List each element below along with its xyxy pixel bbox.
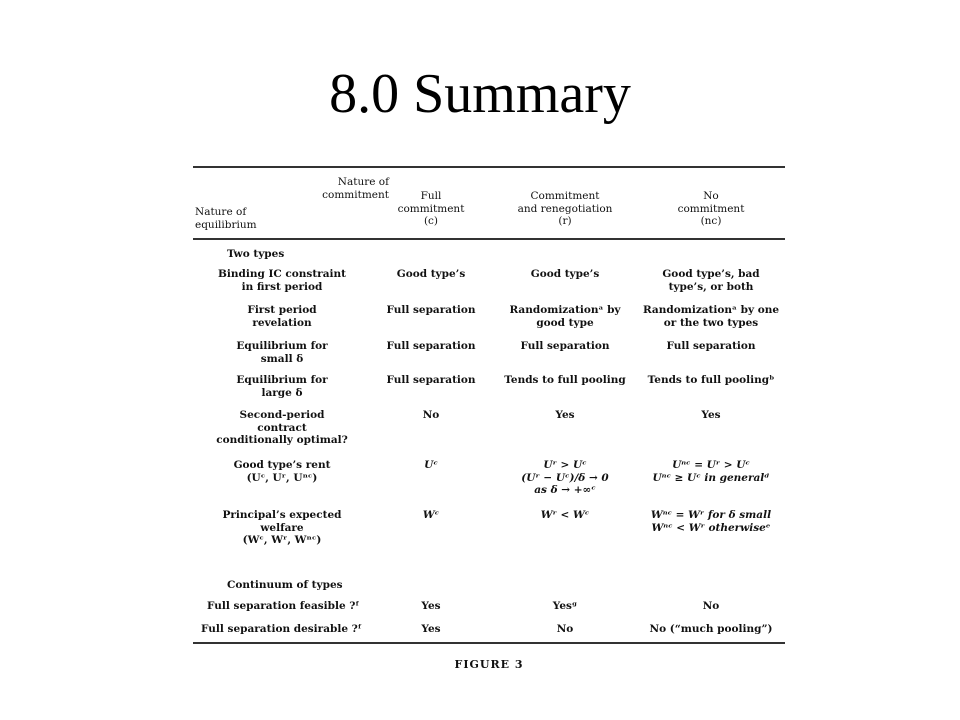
cell-r: Randomizationᵃ by good type — [509, 304, 621, 329]
cell-r: Tends to full pooling — [504, 374, 626, 386]
cell-nc: Good type’s, bad type’s, or both — [662, 268, 760, 293]
row-label: Equilibrium for large δ — [236, 374, 328, 399]
cell-nc: Randomizationᵃ by one or the two types — [642, 304, 780, 329]
cell-c: Yes — [421, 600, 441, 612]
cell-nc: Uⁿᶜ = Uʳ > Uᶜ Uⁿᶜ ≥ Uᶜ in generalᵈ — [652, 459, 770, 484]
col-header-no-commitment: No commitment (nc) — [677, 190, 745, 227]
cell-nc: Wⁿᶜ = Wʳ for δ small Wⁿᶜ < Wʳ otherwiseᵉ — [650, 509, 772, 534]
row-label: Binding IC constraint in first period — [218, 268, 346, 293]
row-label: Full separation desirable ?ᶠ — [201, 623, 362, 635]
row-label: Second-period contract conditionally optimal? — [216, 409, 348, 446]
col-header-full-commitment: Full commitment (c) — [397, 190, 465, 227]
corner-equilibrium-label: Nature of equilibrium — [195, 206, 257, 231]
top-rule — [193, 166, 785, 168]
cell-nc: Yes — [701, 409, 721, 421]
cell-r: No — [556, 623, 574, 635]
cell-r: Wʳ < Wᶜ — [540, 509, 590, 521]
cell-c: Full separation — [386, 304, 476, 316]
row-label: Principal’s expected welfare (Wᶜ, Wʳ, Wⁿᶜ) — [222, 509, 342, 546]
cell-r: Uʳ > Uᶜ (Uʳ − Uᶜ)/δ → 0 as δ → +∞ᶜ — [521, 459, 609, 496]
summary-figure — [193, 160, 785, 680]
cell-r: Yes — [555, 409, 575, 421]
cell-c: Yes — [421, 623, 441, 635]
cell-nc: No — [702, 600, 720, 612]
cell-r: Full separation — [520, 340, 610, 352]
row-label: Equilibrium for small δ — [236, 340, 328, 365]
row-label: Full separation feasible ?ᶠ — [207, 600, 360, 612]
cell-r: Yesᵍ — [552, 600, 578, 612]
cell-c: Wᶜ — [422, 509, 440, 521]
slide-title: 8.0 Summary — [329, 63, 631, 125]
cell-c: Full separation — [386, 340, 476, 352]
section-two-types: Two types — [227, 248, 285, 260]
header-rule — [193, 238, 785, 240]
cell-c: Good type’s — [396, 268, 466, 280]
corner-commitment-label: Nature of commitment — [322, 176, 389, 201]
cell-c: Uᶜ — [424, 459, 438, 471]
cell-r: Good type’s — [530, 268, 600, 280]
cell-nc: Full separation — [666, 340, 756, 352]
row-label: First period revelation — [247, 304, 317, 329]
cell-nc: Tends to full poolingᵇ — [647, 374, 775, 386]
cell-nc: No (“much pooling”) — [649, 623, 773, 635]
col-header-renegotiation: Commitment and renegotiation (r) — [517, 190, 613, 227]
cell-c: No — [422, 409, 440, 421]
bottom-rule — [193, 642, 785, 644]
row-label: Good type’s rent (Uᶜ, Uʳ, Uⁿᶜ) — [233, 459, 331, 484]
figure-caption: FIGURE 3 — [454, 658, 524, 671]
section-continuum: Continuum of types — [227, 579, 343, 591]
cell-c: Full separation — [386, 374, 476, 386]
